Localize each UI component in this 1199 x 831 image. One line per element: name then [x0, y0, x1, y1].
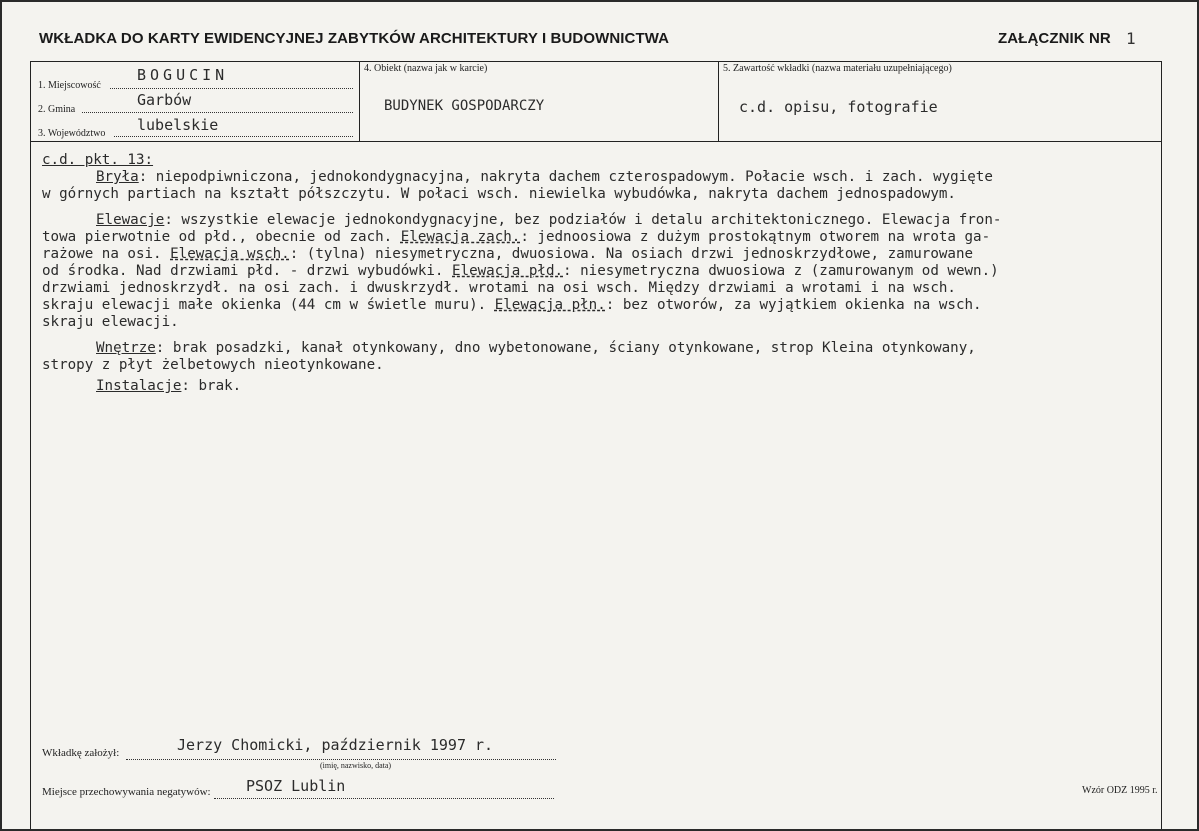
elewacja-pln-term: Elewacja płn.: [494, 297, 606, 313]
elewacje-line-7: skraju elewacji.: [42, 314, 179, 330]
elewacje-line-6: skraju elewacji małe okienka (44 cm w świetle muru). Elewacja płn.: bez otworów, za wyjątkiem okienka na wsch.: [42, 297, 982, 313]
gmina-value: Garbów: [137, 91, 192, 109]
gmina-line: [82, 112, 353, 113]
zawartosc-label: 5. Zawartość wkładki (nazwa materiału uzupełniającego): [723, 63, 952, 74]
instalacje-term: Instalacje: [96, 378, 182, 394]
elewacje-line-3: rażowe na osi. Elewacja wsch.: (tylna) niesymetryczna, dwuosiowa. Na osiach drzwi jednoskrzydłowe, zamurowane: [42, 246, 974, 262]
wnetrze-line-2: stropy z płyt żelbetowych nieotynkowane.: [42, 357, 384, 373]
right-border: [1161, 142, 1162, 831]
elewacja-zach-term: Elewacja zach.: [400, 229, 521, 245]
left-border: [30, 142, 31, 831]
form-template-note: Wzór ODZ 1995 r.: [1082, 785, 1158, 796]
miejscowosc-label: 1. Miejscowość: [38, 80, 101, 91]
bryla-line-1: Bryła: niepodpiwniczona, jednokondygnacyjna, nakryta dachem czterospadowym. Połacie wsch. i zach. wygięte: [96, 169, 993, 185]
elewacje-line-5: drzwiami jednoskrzydł. na osi zach. i dwuskrzydł. wrotami na osi wsch. Między drzwiami a wrotami i na wsch.: [42, 280, 956, 296]
wnetrze-line-1: Wnętrze: brak posadzki, kanał otynkowany, dno wybetonowane, ściany otynkowane, strop Kleina otynkowany,: [96, 340, 976, 356]
section-heading: c.d. pkt. 13:: [42, 152, 154, 168]
wnetrze-term: Wnętrze: [96, 340, 156, 356]
zalozyl-caption: (imię, nazwisko, data): [320, 761, 392, 770]
form-title: WKŁADKA DO KARTY EWIDENCYJNEJ ZABYTKÓW ARCHITEKTURY I BUDOWNICTWA: [39, 30, 670, 47]
bryla-term: Bryła: [96, 169, 139, 185]
description-body: [42, 152, 1154, 395]
instalacje-line: Instalacje: brak.: [96, 378, 242, 394]
negatywy-label: Miejsce przechowywania negatywów:: [42, 786, 211, 798]
elewacje-term: Elewacje: [96, 212, 165, 228]
wojewodztwo-line: [114, 136, 353, 137]
obiekt-value: BUDYNEK GOSPODARCZY: [384, 98, 545, 114]
annex-label: ZAŁĄCZNIK NR: [998, 30, 1111, 47]
elewacje-line-1: Elewacje: wszystkie elewacje jednokondygnacyjne, bez podziałów i detalu architektonicznego. Elewacja fron-: [96, 212, 1002, 228]
zawartosc-value: c.d. opisu, fotografie: [739, 98, 938, 116]
elewacje-line-2: towa pierwotnie od płd., obecnie od zach. Elewacja zach.: jednoosiowa z dużym prostokątnym otworem na wrota ga-: [42, 229, 991, 245]
bryla-line-2: w górnych partiach na kształt półszczytu. W połaci wsch. niewielka wybudówka, nakryta dachem jednospadowym.: [42, 186, 956, 202]
miejscowosc-line: [110, 88, 353, 89]
gmina-label: 2. Gmina: [38, 104, 76, 115]
annex-number: 1: [1126, 29, 1136, 48]
obiekt-label: 4. Obiekt (nazwa jak w karcie): [364, 63, 488, 74]
wojewodztwo-label: 3. Województwo: [38, 128, 106, 139]
zalozyl-line: [126, 759, 556, 760]
zalozyl-value: Jerzy Chomicki, październik 1997 r.: [177, 736, 494, 754]
miejscowosc-value: BOGUCIN: [137, 66, 229, 84]
elewacja-wsch-term: Elewacja wsch.: [170, 246, 290, 262]
elewacja-pld-term: Elewacja płd.: [452, 263, 564, 279]
wojewodztwo-value: lubelskie: [137, 116, 219, 134]
negatywy-value: PSOZ Lublin: [246, 777, 346, 795]
zalozyl-label: Wkładkę założył:: [42, 747, 120, 759]
elewacje-line-4: od środka. Nad drzwiami płd. - drzwi wybudówki. Elewacja płd.: niesymetryczna dwuosiowa z (zamurowanym od wewn.): [42, 263, 999, 279]
negatywy-line: [214, 798, 554, 799]
